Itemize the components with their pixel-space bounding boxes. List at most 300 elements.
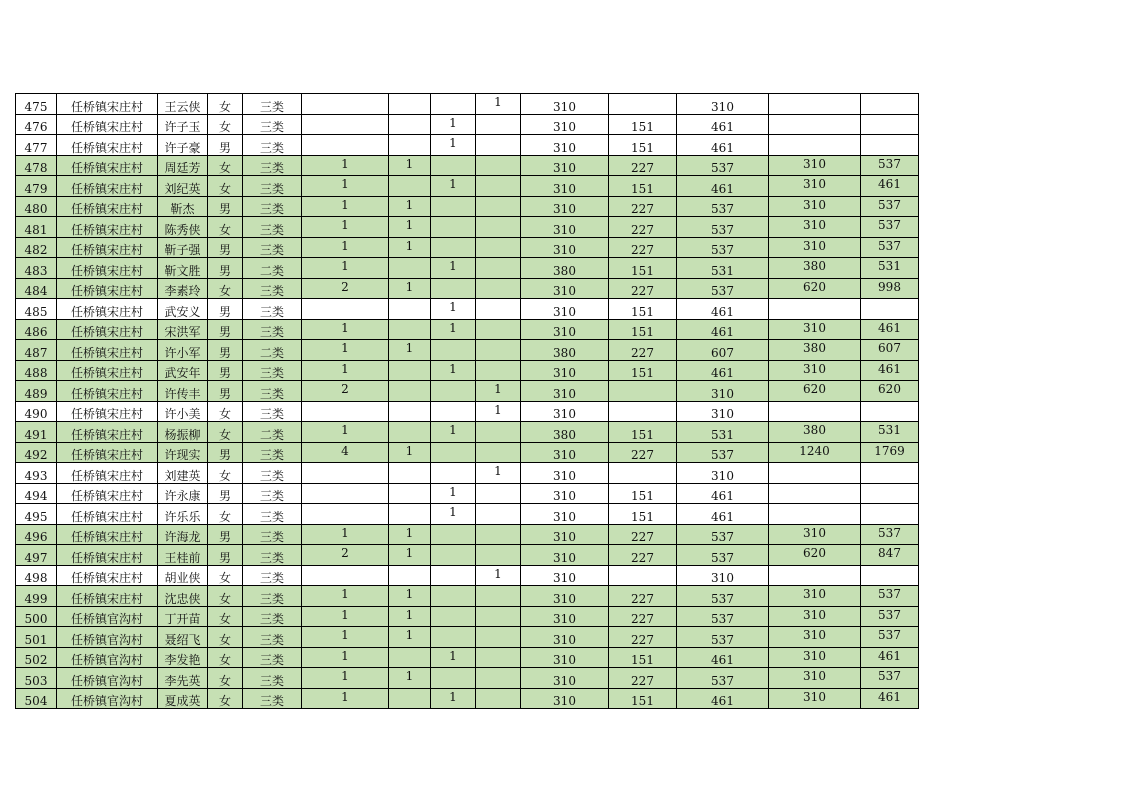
cell-gender[interactable]: 男	[208, 299, 243, 320]
cell-count2[interactable]	[389, 94, 431, 115]
cell-count4[interactable]	[476, 422, 521, 443]
cell-total[interactable]: 537	[677, 606, 769, 627]
cell-village[interactable]: 任桥镇宋庄村	[57, 524, 158, 545]
cell-tot2[interactable]: 1769	[861, 442, 919, 463]
cell-gender[interactable]: 男	[208, 237, 243, 258]
cell-village[interactable]: 任桥镇宋庄村	[57, 545, 158, 566]
cell-village[interactable]: 任桥镇宋庄村	[57, 258, 158, 279]
cell-total[interactable]: 537	[677, 668, 769, 689]
cell-count3[interactable]	[431, 545, 476, 566]
cell-name[interactable]: 王云侠	[158, 94, 208, 115]
cell-village[interactable]: 任桥镇官沟村	[57, 668, 158, 689]
cell-count2[interactable]: 1	[389, 442, 431, 463]
cell-no[interactable]: 496	[16, 524, 57, 545]
cell-base[interactable]: 310	[521, 278, 609, 299]
cell-count1[interactable]: 1	[302, 627, 389, 648]
cell-count3[interactable]	[431, 606, 476, 627]
cell-no[interactable]: 476	[16, 114, 57, 135]
cell-village[interactable]: 任桥镇宋庄村	[57, 299, 158, 320]
cell-tot1[interactable]: 1240	[769, 442, 861, 463]
cell-count1[interactable]	[302, 401, 389, 422]
cell-count3[interactable]	[431, 155, 476, 176]
cell-count3[interactable]	[431, 524, 476, 545]
cell-count4[interactable]	[476, 155, 521, 176]
cell-no[interactable]: 498	[16, 565, 57, 586]
cell-count2[interactable]: 1	[389, 586, 431, 607]
cell-village[interactable]: 任桥镇宋庄村	[57, 340, 158, 361]
cell-tot1[interactable]: 380	[769, 340, 861, 361]
cell-category[interactable]: 三类	[243, 94, 302, 115]
cell-tot2[interactable]: 998	[861, 278, 919, 299]
cell-gender[interactable]: 女	[208, 94, 243, 115]
cell-base[interactable]: 310	[521, 647, 609, 668]
cell-count3[interactable]	[431, 237, 476, 258]
cell-extra[interactable]	[609, 381, 677, 402]
cell-count1[interactable]	[302, 504, 389, 525]
cell-count4[interactable]	[476, 586, 521, 607]
cell-village[interactable]: 任桥镇宋庄村	[57, 196, 158, 217]
cell-tot2[interactable]: 537	[861, 196, 919, 217]
cell-village[interactable]: 任桥镇宋庄村	[57, 422, 158, 443]
cell-total[interactable]: 531	[677, 422, 769, 443]
cell-tot2[interactable]	[861, 135, 919, 156]
cell-count1[interactable]: 4	[302, 442, 389, 463]
cell-name[interactable]: 武安年	[158, 360, 208, 381]
cell-village[interactable]: 任桥镇宋庄村	[57, 176, 158, 197]
cell-tot1[interactable]: 310	[769, 647, 861, 668]
cell-total[interactable]: 537	[677, 155, 769, 176]
cell-total[interactable]: 310	[677, 381, 769, 402]
cell-base[interactable]: 310	[521, 381, 609, 402]
cell-extra[interactable]: 151	[609, 647, 677, 668]
cell-gender[interactable]: 女	[208, 114, 243, 135]
cell-extra[interactable]: 227	[609, 340, 677, 361]
cell-name[interactable]: 许子豪	[158, 135, 208, 156]
cell-village[interactable]: 任桥镇宋庄村	[57, 278, 158, 299]
cell-extra[interactable]: 151	[609, 319, 677, 340]
cell-gender[interactable]: 女	[208, 688, 243, 709]
cell-count3[interactable]	[431, 627, 476, 648]
cell-tot1[interactable]	[769, 135, 861, 156]
cell-gender[interactable]: 女	[208, 422, 243, 443]
cell-count1[interactable]: 1	[302, 524, 389, 545]
cell-tot2[interactable]: 461	[861, 688, 919, 709]
cell-tot1[interactable]: 620	[769, 381, 861, 402]
cell-name[interactable]: 许小军	[158, 340, 208, 361]
cell-no[interactable]: 492	[16, 442, 57, 463]
cell-extra[interactable]: 151	[609, 483, 677, 504]
cell-base[interactable]: 380	[521, 258, 609, 279]
cell-total[interactable]: 607	[677, 340, 769, 361]
cell-count3[interactable]	[431, 586, 476, 607]
cell-extra[interactable]: 227	[609, 442, 677, 463]
cell-count1[interactable]: 1	[302, 217, 389, 238]
cell-count3[interactable]: 1	[431, 319, 476, 340]
cell-village[interactable]: 任桥镇宋庄村	[57, 94, 158, 115]
cell-tot1[interactable]: 310	[769, 606, 861, 627]
cell-gender[interactable]: 女	[208, 586, 243, 607]
cell-tot1[interactable]: 310	[769, 668, 861, 689]
cell-count1[interactable]: 2	[302, 545, 389, 566]
cell-count3[interactable]	[431, 381, 476, 402]
cell-total[interactable]: 537	[677, 545, 769, 566]
cell-gender[interactable]: 男	[208, 340, 243, 361]
cell-count4[interactable]	[476, 442, 521, 463]
cell-category[interactable]: 三类	[243, 586, 302, 607]
cell-gender[interactable]: 女	[208, 278, 243, 299]
cell-tot1[interactable]: 310	[769, 360, 861, 381]
cell-count2[interactable]	[389, 504, 431, 525]
cell-gender[interactable]: 女	[208, 463, 243, 484]
cell-count4[interactable]	[476, 524, 521, 545]
cell-category[interactable]: 三类	[243, 237, 302, 258]
cell-base[interactable]: 310	[521, 606, 609, 627]
cell-count2[interactable]: 1	[389, 155, 431, 176]
cell-category[interactable]: 三类	[243, 688, 302, 709]
cell-tot2[interactable]	[861, 94, 919, 115]
cell-no[interactable]: 477	[16, 135, 57, 156]
cell-tot2[interactable]: 537	[861, 668, 919, 689]
cell-count2[interactable]: 1	[389, 196, 431, 217]
cell-extra[interactable]: 227	[609, 237, 677, 258]
cell-count4[interactable]	[476, 504, 521, 525]
cell-count3[interactable]	[431, 442, 476, 463]
cell-gender[interactable]: 男	[208, 381, 243, 402]
cell-tot1[interactable]	[769, 299, 861, 320]
cell-name[interactable]: 沈忠侠	[158, 586, 208, 607]
cell-count3[interactable]: 1	[431, 688, 476, 709]
cell-tot1[interactable]	[769, 504, 861, 525]
cell-no[interactable]: 475	[16, 94, 57, 115]
cell-base[interactable]: 310	[521, 135, 609, 156]
cell-gender[interactable]: 女	[208, 217, 243, 238]
cell-gender[interactable]: 女	[208, 176, 243, 197]
cell-base[interactable]: 310	[521, 299, 609, 320]
cell-extra[interactable]: 227	[609, 524, 677, 545]
cell-name[interactable]: 许乐乐	[158, 504, 208, 525]
cell-name[interactable]: 王桂前	[158, 545, 208, 566]
cell-tot2[interactable]	[861, 401, 919, 422]
cell-tot1[interactable]: 310	[769, 237, 861, 258]
cell-total[interactable]: 537	[677, 237, 769, 258]
cell-count3[interactable]	[431, 463, 476, 484]
cell-tot2[interactable]: 461	[861, 319, 919, 340]
cell-count4[interactable]	[476, 114, 521, 135]
cell-gender[interactable]: 女	[208, 565, 243, 586]
cell-tot1[interactable]: 620	[769, 545, 861, 566]
cell-name[interactable]: 刘建英	[158, 463, 208, 484]
cell-count4[interactable]	[476, 278, 521, 299]
cell-no[interactable]: 493	[16, 463, 57, 484]
cell-count1[interactable]	[302, 483, 389, 504]
cell-no[interactable]: 491	[16, 422, 57, 443]
cell-name[interactable]: 靳杰	[158, 196, 208, 217]
cell-tot1[interactable]	[769, 401, 861, 422]
cell-gender[interactable]: 男	[208, 524, 243, 545]
cell-total[interactable]: 461	[677, 688, 769, 709]
cell-base[interactable]: 310	[521, 586, 609, 607]
cell-count3[interactable]: 1	[431, 258, 476, 279]
cell-category[interactable]: 三类	[243, 360, 302, 381]
cell-name[interactable]: 胡业侠	[158, 565, 208, 586]
cell-no[interactable]: 485	[16, 299, 57, 320]
cell-name[interactable]: 李发艳	[158, 647, 208, 668]
cell-extra[interactable]: 151	[609, 422, 677, 443]
cell-base[interactable]: 310	[521, 483, 609, 504]
cell-count2[interactable]	[389, 565, 431, 586]
cell-count2[interactable]: 1	[389, 278, 431, 299]
cell-extra[interactable]: 151	[609, 688, 677, 709]
cell-count3[interactable]	[431, 94, 476, 115]
cell-tot1[interactable]: 310	[769, 319, 861, 340]
cell-tot2[interactable]: 537	[861, 627, 919, 648]
cell-count2[interactable]	[389, 135, 431, 156]
cell-category[interactable]: 三类	[243, 442, 302, 463]
cell-base[interactable]: 310	[521, 565, 609, 586]
cell-village[interactable]: 任桥镇宋庄村	[57, 135, 158, 156]
cell-count4[interactable]	[476, 258, 521, 279]
cell-tot2[interactable]: 607	[861, 340, 919, 361]
cell-base[interactable]: 310	[521, 217, 609, 238]
cell-base[interactable]: 310	[521, 155, 609, 176]
cell-no[interactable]: 503	[16, 668, 57, 689]
cell-count4[interactable]	[476, 688, 521, 709]
cell-gender[interactable]: 男	[208, 360, 243, 381]
cell-count4[interactable]	[476, 647, 521, 668]
cell-total[interactable]: 461	[677, 647, 769, 668]
cell-count2[interactable]	[389, 381, 431, 402]
cell-category[interactable]: 三类	[243, 483, 302, 504]
cell-category[interactable]: 三类	[243, 504, 302, 525]
cell-count2[interactable]	[389, 360, 431, 381]
cell-category[interactable]: 三类	[243, 176, 302, 197]
cell-count3[interactable]: 1	[431, 504, 476, 525]
cell-village[interactable]: 任桥镇宋庄村	[57, 360, 158, 381]
cell-count3[interactable]: 1	[431, 176, 476, 197]
cell-extra[interactable]: 227	[609, 627, 677, 648]
cell-no[interactable]: 486	[16, 319, 57, 340]
cell-category[interactable]: 三类	[243, 627, 302, 648]
cell-tot2[interactable]: 537	[861, 524, 919, 545]
cell-village[interactable]: 任桥镇宋庄村	[57, 319, 158, 340]
cell-village[interactable]: 任桥镇宋庄村	[57, 155, 158, 176]
cell-count1[interactable]: 1	[302, 647, 389, 668]
cell-no[interactable]: 499	[16, 586, 57, 607]
cell-total[interactable]: 461	[677, 360, 769, 381]
cell-tot1[interactable]: 620	[769, 278, 861, 299]
cell-name[interactable]: 陈秀侠	[158, 217, 208, 238]
cell-count4[interactable]	[476, 135, 521, 156]
cell-gender[interactable]: 男	[208, 196, 243, 217]
cell-tot1[interactable]	[769, 114, 861, 135]
cell-total[interactable]: 537	[677, 627, 769, 648]
cell-count4[interactable]	[476, 483, 521, 504]
cell-gender[interactable]: 女	[208, 647, 243, 668]
cell-total[interactable]: 310	[677, 94, 769, 115]
cell-gender[interactable]: 男	[208, 135, 243, 156]
cell-gender[interactable]: 女	[208, 401, 243, 422]
cell-tot2[interactable]: 537	[861, 586, 919, 607]
cell-count4[interactable]	[476, 319, 521, 340]
cell-tot2[interactable]: 461	[861, 360, 919, 381]
cell-total[interactable]: 310	[677, 463, 769, 484]
cell-extra[interactable]: 227	[609, 545, 677, 566]
cell-name[interactable]: 李先英	[158, 668, 208, 689]
cell-no[interactable]: 479	[16, 176, 57, 197]
cell-total[interactable]: 537	[677, 586, 769, 607]
cell-extra[interactable]: 227	[609, 155, 677, 176]
cell-gender[interactable]: 男	[208, 258, 243, 279]
cell-total[interactable]: 537	[677, 524, 769, 545]
cell-tot1[interactable]: 310	[769, 176, 861, 197]
cell-tot1[interactable]: 310	[769, 627, 861, 648]
cell-no[interactable]: 495	[16, 504, 57, 525]
cell-count2[interactable]: 1	[389, 340, 431, 361]
cell-extra[interactable]: 151	[609, 114, 677, 135]
cell-category[interactable]: 三类	[243, 135, 302, 156]
cell-no[interactable]: 500	[16, 606, 57, 627]
cell-count3[interactable]: 1	[431, 135, 476, 156]
cell-name[interactable]: 聂绍飞	[158, 627, 208, 648]
cell-count1[interactable]	[302, 94, 389, 115]
cell-village[interactable]: 任桥镇宋庄村	[57, 586, 158, 607]
cell-count3[interactable]: 1	[431, 114, 476, 135]
cell-count1[interactable]: 1	[302, 606, 389, 627]
cell-count1[interactable]: 2	[302, 278, 389, 299]
cell-category[interactable]: 三类	[243, 463, 302, 484]
cell-count1[interactable]: 1	[302, 586, 389, 607]
cell-tot1[interactable]	[769, 94, 861, 115]
cell-name[interactable]: 周廷芳	[158, 155, 208, 176]
cell-category[interactable]: 三类	[243, 217, 302, 238]
cell-count4[interactable]	[476, 340, 521, 361]
cell-category[interactable]: 二类	[243, 340, 302, 361]
cell-count4[interactable]	[476, 360, 521, 381]
cell-count4[interactable]	[476, 606, 521, 627]
cell-name[interactable]: 许现实	[158, 442, 208, 463]
cell-gender[interactable]: 女	[208, 627, 243, 648]
cell-total[interactable]: 461	[677, 135, 769, 156]
cell-no[interactable]: 487	[16, 340, 57, 361]
cell-extra[interactable]: 227	[609, 606, 677, 627]
cell-base[interactable]: 310	[521, 627, 609, 648]
cell-no[interactable]: 502	[16, 647, 57, 668]
cell-total[interactable]: 461	[677, 299, 769, 320]
cell-no[interactable]: 488	[16, 360, 57, 381]
cell-count1[interactable]: 1	[302, 668, 389, 689]
cell-count2[interactable]: 1	[389, 524, 431, 545]
cell-base[interactable]: 310	[521, 237, 609, 258]
cell-category[interactable]: 三类	[243, 545, 302, 566]
cell-count3[interactable]	[431, 565, 476, 586]
cell-count2[interactable]: 1	[389, 627, 431, 648]
cell-count1[interactable]	[302, 114, 389, 135]
cell-base[interactable]: 310	[521, 524, 609, 545]
cell-extra[interactable]: 227	[609, 586, 677, 607]
cell-no[interactable]: 501	[16, 627, 57, 648]
cell-village[interactable]: 任桥镇官沟村	[57, 627, 158, 648]
cell-extra[interactable]: 151	[609, 176, 677, 197]
cell-gender[interactable]: 女	[208, 606, 243, 627]
cell-no[interactable]: 494	[16, 483, 57, 504]
cell-count3[interactable]	[431, 668, 476, 689]
cell-count3[interactable]: 1	[431, 647, 476, 668]
cell-tot2[interactable]: 537	[861, 237, 919, 258]
cell-count3[interactable]	[431, 340, 476, 361]
cell-name[interactable]: 杨振柳	[158, 422, 208, 443]
cell-base[interactable]: 380	[521, 422, 609, 443]
cell-count2[interactable]: 1	[389, 668, 431, 689]
cell-count2[interactable]	[389, 422, 431, 443]
cell-category[interactable]: 二类	[243, 258, 302, 279]
cell-count1[interactable]: 2	[302, 381, 389, 402]
cell-count4[interactable]	[476, 196, 521, 217]
cell-tot2[interactable]: 537	[861, 217, 919, 238]
cell-gender[interactable]: 男	[208, 442, 243, 463]
cell-category[interactable]: 三类	[243, 381, 302, 402]
cell-category[interactable]: 三类	[243, 524, 302, 545]
cell-total[interactable]: 461	[677, 114, 769, 135]
cell-extra[interactable]: 227	[609, 217, 677, 238]
cell-base[interactable]: 310	[521, 319, 609, 340]
cell-tot2[interactable]	[861, 114, 919, 135]
cell-base[interactable]: 310	[521, 196, 609, 217]
cell-village[interactable]: 任桥镇官沟村	[57, 688, 158, 709]
cell-tot1[interactable]	[769, 565, 861, 586]
cell-category[interactable]: 三类	[243, 299, 302, 320]
cell-extra[interactable]: 151	[609, 299, 677, 320]
cell-count2[interactable]	[389, 463, 431, 484]
cell-tot1[interactable]	[769, 463, 861, 484]
cell-count2[interactable]: 1	[389, 237, 431, 258]
cell-base[interactable]: 310	[521, 668, 609, 689]
cell-name[interactable]: 许永康	[158, 483, 208, 504]
cell-village[interactable]: 任桥镇宋庄村	[57, 237, 158, 258]
cell-gender[interactable]: 男	[208, 319, 243, 340]
cell-tot2[interactable]	[861, 483, 919, 504]
cell-category[interactable]: 三类	[243, 319, 302, 340]
cell-count2[interactable]	[389, 688, 431, 709]
cell-count1[interactable]: 1	[302, 360, 389, 381]
cell-count4[interactable]	[476, 668, 521, 689]
cell-extra[interactable]: 151	[609, 258, 677, 279]
cell-tot1[interactable]: 310	[769, 155, 861, 176]
cell-name[interactable]: 丁开苗	[158, 606, 208, 627]
cell-extra[interactable]: 227	[609, 278, 677, 299]
cell-village[interactable]: 任桥镇宋庄村	[57, 114, 158, 135]
cell-total[interactable]: 461	[677, 504, 769, 525]
cell-count1[interactable]	[302, 463, 389, 484]
cell-no[interactable]: 490	[16, 401, 57, 422]
cell-count1[interactable]	[302, 299, 389, 320]
cell-category[interactable]: 三类	[243, 647, 302, 668]
cell-total[interactable]: 537	[677, 442, 769, 463]
cell-category[interactable]: 三类	[243, 401, 302, 422]
cell-village[interactable]: 任桥镇宋庄村	[57, 565, 158, 586]
cell-gender[interactable]: 女	[208, 155, 243, 176]
cell-name[interactable]: 靳子强	[158, 237, 208, 258]
cell-count4[interactable]	[476, 217, 521, 238]
cell-tot1[interactable]: 310	[769, 217, 861, 238]
cell-total[interactable]: 310	[677, 401, 769, 422]
cell-village[interactable]: 任桥镇官沟村	[57, 647, 158, 668]
cell-extra[interactable]: 151	[609, 360, 677, 381]
cell-total[interactable]: 310	[677, 565, 769, 586]
cell-village[interactable]: 任桥镇宋庄村	[57, 463, 158, 484]
cell-extra[interactable]	[609, 565, 677, 586]
cell-base[interactable]: 310	[521, 114, 609, 135]
cell-category[interactable]: 三类	[243, 196, 302, 217]
